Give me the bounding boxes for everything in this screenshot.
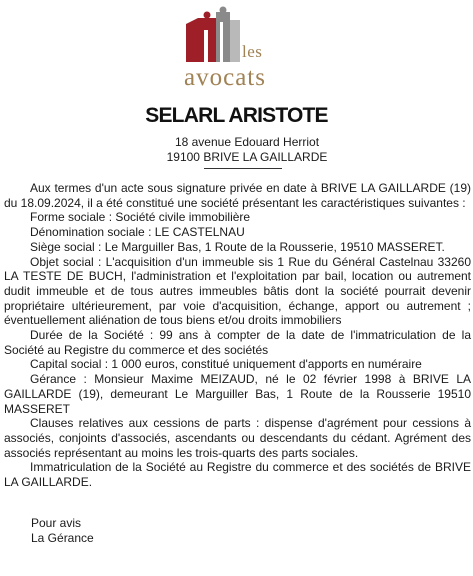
paragraph-duree: Durée de la Société : 99 ans à compter de la date de l'immatriculation de la Société au Registre du commerce et des sociétés <box>4 328 471 357</box>
logo-avocats-text: avocats <box>184 64 266 91</box>
closing-pour-avis: Pour avis <box>31 516 82 530</box>
notice-body <box>4 181 471 490</box>
address-line-city: 19100 BRIVE LA GAILLARDE <box>166 150 328 164</box>
logo-figures-icon <box>184 6 244 66</box>
firm-name: SELARL ARISTOTE <box>145 104 328 127</box>
closing-signature <box>31 516 94 546</box>
paragraph-immatriculation: Immatriculation de la Société au Registre du commerce et des sociétés de BRIVE LA GAILLARDE. <box>4 460 471 490</box>
paragraph-denomination: Dénomination sociale : LE CASTELNAU <box>30 225 245 240</box>
paragraph-clauses: Clauses relatives aux cessions de parts : dispense d'agrément pour cessions à associés, conjoints d'associés, ascendants ou descendants du cédant. Agrément des associés représentant au moins les trois-quarts des parts sociales. <box>4 416 471 460</box>
paragraph-objet-social: Objet social : L'acquisition d'un immeuble sis 1 Rue du Général Castelnau 33260 LA TESTE DE BUCH, l'administration et l'exploitation par bail, location ou autrement dudit immeuble et de tous autres immeubles bâtis dont la société pourrait devenir propriétaire ultérieurement, par voie d'acquisition, échange, apport ou autrement ; éventuellement aliénation de tous biens et/ou droits immobiliers <box>4 254 471 328</box>
address-line-street: 18 avenue Edouard Herriot <box>174 135 320 149</box>
paragraph-siege-social: Siège social : Le Marguiller Bas, 1 Route de la Rousserie, 19510 MASSERET. <box>30 239 445 254</box>
paragraph-intro: Aux termes d'un acte sous signature privée en date à BRIVE LA GAILLARDE (19) du 18.09.2024, il a été constitué une société présentant les caractéristiques suivantes : <box>4 181 471 210</box>
closing-gerance: La Gérance <box>31 531 94 545</box>
header-divider <box>204 168 282 169</box>
logo-les-text: les <box>242 42 263 61</box>
paragraph-capital: Capital social : 1 000 euros, constitué uniquement d'apports en numéraire <box>30 357 422 372</box>
firm-address <box>120 135 360 165</box>
paragraph-forme-sociale: Forme sociale : Société civile immobilière <box>30 210 251 225</box>
paragraph-gerance: Gérance : Monsieur Maxime MEIZAUD, né le 02 février 1998 à BRIVE LA GAILLARDE (19), demeurant Le Marguiller Bas, 1 Route de la Rousserie 19510 MASSERET <box>4 372 471 416</box>
les-avocats-logo <box>184 6 294 98</box>
